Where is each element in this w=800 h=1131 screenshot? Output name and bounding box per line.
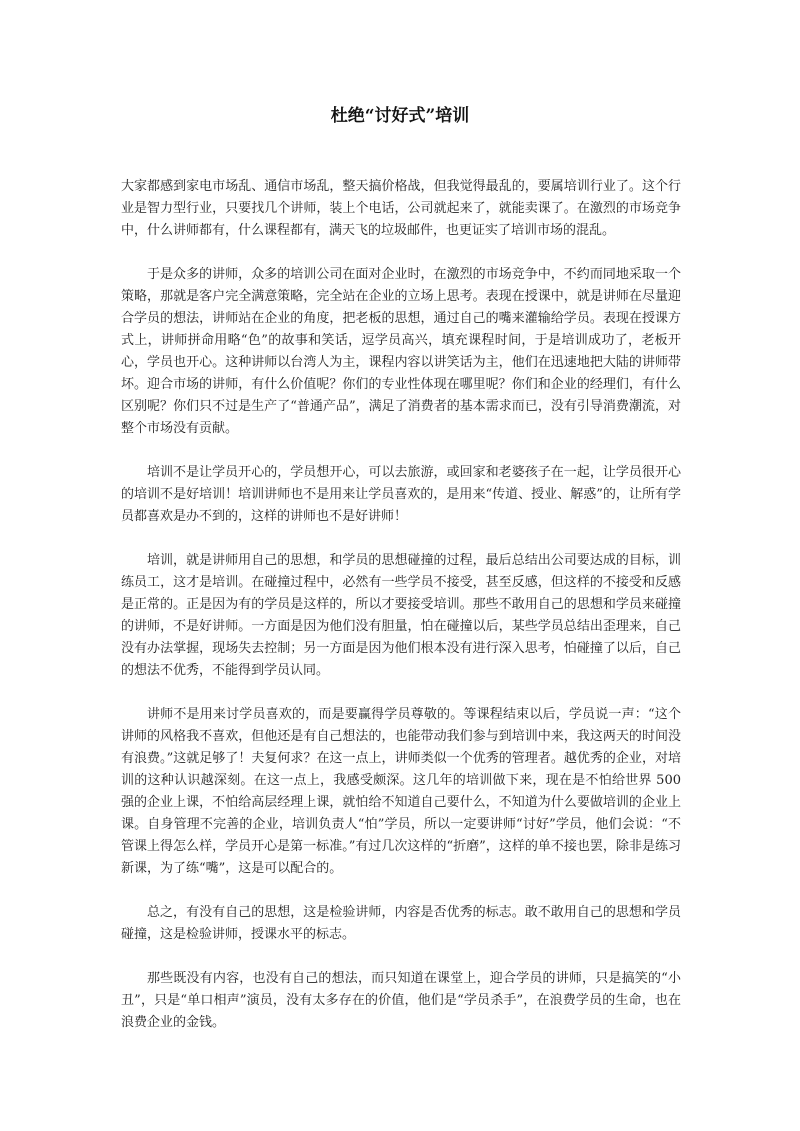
paragraph-1: 大家都感到家电市场乱、通信市场乱，整天搞价格战，但我觉得最乱的，要属培训行业了。这个行业是智力型行业，只要找几个讲师，装上个电话，公司就起来了，就能卖课了。在激烈的市场竞争中，什么讲师都有，什么课程都有，满天飞的垃圾邮件，也更证实了培训市场的混乱。 [121,179,681,238]
paragraph-4: 培训，就是讲师用自己的思想，和学员的思想碰撞的过程，最后总结出公司要达成的目标，训练员工，这才是培训。在碰撞过程中，必然有一些学员不接受，甚至反感，但这样的不接受和反感是正常的。正是因为有的学员是这样的，所以才要接受培训。那些不敢用自己的思想和学员来碰撞的讲师，不是好讲师。一方面是因为他们没有胆量，怕在碰撞以后，某些学员总结出歪理来，自己没有办法掌握，现场失去控制；另一方面是因为他们根本没有进行深入思考，怕碰撞了以后，自己的想法不优秀，不能得到学员认同。 [121,553,681,678]
document-body [121,176,681,1056]
paragraph-7: 那些既没有内容，也没有自己的想法，而只知道在课堂上，迎合学员的讲师，只是搞笑的“小丑”，只是“单口相声”演员，没有太多存在的价值，他们是“学员杀手”，在浪费学员的生命，也在浪费企业的金钱。 [121,971,681,1030]
document-title: 杜绝“讨好式”培训 [330,106,470,126]
paragraph-6: 总之，有没有自己的思想，这是检验讲师，内容是否优秀的标志。敢不敢用自己的思想和学员碰撞，这是检验讲师，授课水平的标志。 [121,905,681,942]
paragraph-3: 培训不是让学员开心的，学员想开心，可以去旅游，或回家和老婆孩子在一起，让学员很开心的培训不是好培训！培训讲师也不是用来让学员喜欢的，是用来“传道、授业、解惑”的，让所有学员都喜欢是办不到的，这样的讲师也不是好讲师！ [121,465,681,524]
paragraph-5: 讲师不是用来讨学员喜欢的，而是要赢得学员尊敬的。等课程结束以后，学员说一声：“这个讲师的风格我不喜欢，但他还是有自己想法的，也能带动我们参与到培训中来，我这两天的时间没有浪费。”这就足够了！夫复何求？在这一点上，讲师类似一个优秀的管理者。越优秀的企业，对培训的这种认识越深刻。在这一点上，我感受颇深。这几年的培训做下来，现在是不怕给世界 500 强的企业上课，不怕给高层经理上课，就怕给不知道自己要什么，不知道为什么要做培训的企业上课。自身管理不完善的企业，培训负责人“怕”学员，所以一定要讲师“讨好”学员，他们会说：“不管课上得怎么样，学员开心是第一标准。”有过几次这样的“折磨”，这样的单不接也罢，除非是练习新课，为了练“嘴”，这是可以配合的。 [121,707,681,876]
paragraph-2: 于是众多的讲师，众多的培训公司在面对企业时，在激烈的市场竞争中，不约而同地采取一个策略，那就是客户完全满意策略，完全站在企业的立场上思考。表现在授课中，就是讲师在尽量迎合学员的想法，讲师站在企业的角度，把老板的思想，通过自己的嘴来灌输给学员。表现在授课方式上，讲师拼命用略“色”的故事和笑话，逗学员高兴，填充课程时间，于是培训成功了，老板开心，学员也开心。这种讲师以台湾人为主，课程内容以讲笑话为主，他们在迅速地把大陆的讲师带坏。迎合市场的讲师，有什么价值呢？你们的专业性体现在哪里呢？你们和企业的经理们，有什么区别呢？你们只不过是生产了“普通产品”，满足了消费者的基本需求而已，没有引导消费潮流，对整个市场没有贡献。 [121,267,681,436]
